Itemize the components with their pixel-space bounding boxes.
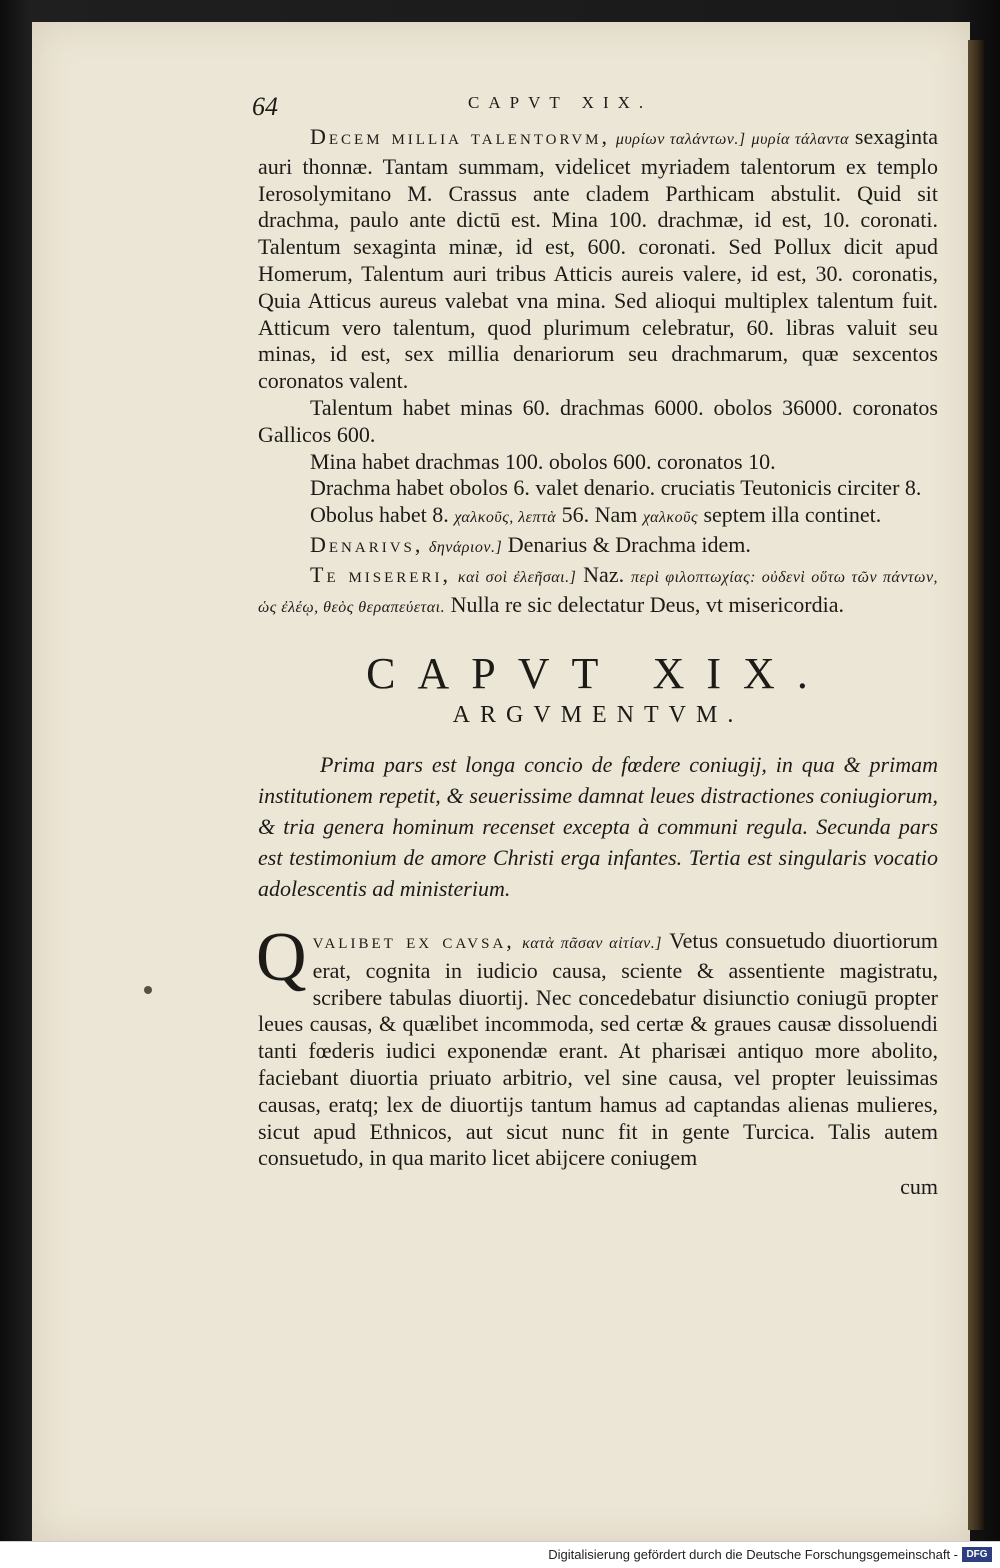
ink-speck (144, 986, 152, 994)
paragraph-misereri (258, 562, 938, 622)
paragraph-talents (258, 124, 938, 395)
lemma-te-misereri: Te misereri, (310, 561, 451, 587)
lemma-decem-millia: Decem millia talentorvm, (310, 124, 610, 149)
greek-gloss: δηνάριον.] (428, 538, 503, 556)
paragraph-text: Nulla re sic delectatur Deus, vt misericordia. (450, 591, 844, 617)
page-edge (968, 40, 984, 1530)
paragraph-text: Obolus habet 8. (310, 502, 449, 528)
paragraph-obolus (258, 502, 938, 532)
page-text-block (252, 86, 939, 1201)
argument-text: Prima pars est longa concio de fœdere coniugij, in qua & primam institutionem repetit, & seuerissime damnat leues distractiones coniugiorum, & tria genera hominum recenset excepta à communi regula. Secunda pars est testimonium de amore Christi erga infantes. Tertia est singularis vocatio adolescentis ad ministerium. (258, 751, 938, 901)
running-head (252, 86, 938, 121)
paragraph-text: Denarius & Drachma idem. (507, 531, 751, 557)
digitization-footer (0, 1541, 1000, 1568)
argument-heading: ARGVMENTVM. (452, 702, 744, 729)
paragraph-drachma: Drachma habet obolos 6. valet denario. cruciatis Teutonicis circiter 8. (310, 475, 922, 501)
greek-gloss: καὶ σοὶ ἐλεῆσαι.] (457, 568, 577, 586)
paragraph-text: 56. Nam (561, 502, 638, 528)
dfg-logo: DFG (962, 1547, 992, 1562)
lemma-denarius: Denarivs, (310, 531, 424, 557)
chapter-heading: CAPVT XIX. (366, 649, 830, 699)
paragraph-denarius (258, 532, 938, 562)
paragraph-mina: Mina habet drachmas 100. obolos 600. coronatos 10. (310, 448, 776, 474)
paragraph-text: Vetus consuetudo diuortiorum erat, cognita in iudicio causa, sciente & assentiente magistratu, scribere tabulas diuortij. Nec concedebatur disiunctio coniugū propter leues causas, & quælibet incommoda, sed certæ & graues causæ dissoluendi tanti fœderis iudici exponendæ erant. At pharisæi antiquo more abolito, faciebant diuortia priuato arbitrio, vel sine causa, vel propter leuissimas causas, eratq; lex de diuortijs tantum hamus ad captandas alienas mulieres, sicut apud Ethnicos, aut sicut nunc fit in gente Turcica. Talis autem consuetudo, in qua marito licet abijcere coniugem (258, 927, 938, 1171)
drop-cap: Q (256, 918, 307, 996)
greek-gloss: μυρία τάλαντα (751, 131, 850, 148)
paragraph-text: septem illa continet. (703, 502, 882, 528)
paragraph-text: Naz. (583, 561, 625, 587)
paragraph-qualibet (256, 918, 938, 1172)
greek-gloss: χαλκοῦς, λεπτὰ (454, 509, 557, 527)
greek-gloss: χαλκοῦς (642, 509, 698, 527)
running-title: CAPVT XIX. (468, 93, 653, 112)
greek-gloss: μυρίων ταλάντων.] (615, 131, 746, 148)
greek-gloss: κατὰ πᾶσαν αἰτίαν.] (522, 934, 662, 952)
greek-gloss: περὶ φιλοπτωχίας: οὐδενὶ οὕτω τῶν πάντων, ὡς ἐλέῳ, θεὸς θεραπεύεται. (258, 568, 939, 616)
paragraph-talentum: Talentum habet minas 60. drachmas 6000. obolos 36000. coronatos Gallicos 600. (258, 394, 938, 447)
lemma-qualibet: valibet ex cavsa, (312, 927, 515, 953)
funding-credit: Digitalisierung gefördert durch die Deutsche Forschungsgemeinschaft - (548, 1547, 958, 1562)
paragraph-text: sexaginta auri thonnæ. Tantam summam, videlicet myriadem talentorum ex templo Ierosolymitano M. Crassus ante cladem Parthicam abstulit. Quid sit drachma, paulo ante dictū est. Mina 100. drachmæ, id est, 10. coronati. Talentum sexaginta minæ, id est, 600. coronati. Sed Pollux dicit apud Homerum, Talentum auri tribus Atticis aureis valere, id est, 30. coronatis, Quia Atticus aureus valebat vna mina. Sed alioqui multiplex talentum fuit. Atticum vero talentum, quod plurimum celebratur, 60. libras valuit seu minas, id est, sex millia denariorum seu drachmarum, quæ sexcentos coronatos valent. (258, 124, 939, 394)
page-number: 64 (252, 92, 278, 121)
catchword: cum (900, 1174, 938, 1200)
